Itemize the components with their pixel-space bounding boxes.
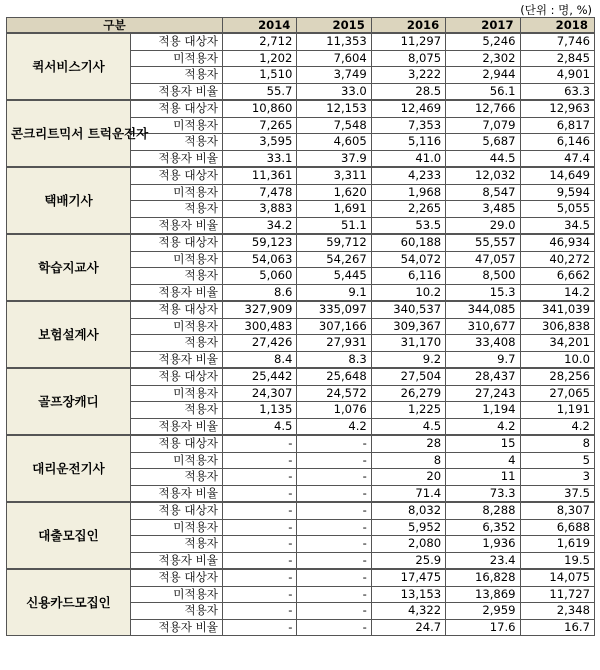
value-cell: 34.2: [223, 217, 297, 234]
row-label: 미적용자: [131, 184, 223, 201]
value-cell: 14.2: [520, 284, 594, 301]
value-cell: 26,279: [371, 385, 445, 402]
value-cell: 28,437: [446, 368, 520, 385]
value-cell: 2,712: [223, 33, 297, 50]
value-cell: 55,557: [446, 234, 520, 251]
value-cell: 33.0: [297, 83, 371, 100]
row-label: 적용 대상자: [131, 167, 223, 184]
row-label: 미적용자: [131, 519, 223, 536]
value-cell: -: [297, 435, 371, 452]
value-cell: 2,302: [446, 50, 520, 67]
value-cell: 1,691: [297, 201, 371, 218]
value-cell: 4: [446, 452, 520, 469]
value-cell: 25,442: [223, 368, 297, 385]
value-cell: 47,057: [446, 251, 520, 268]
value-cell: 1,968: [371, 184, 445, 201]
value-cell: -: [297, 586, 371, 603]
value-cell: -: [297, 519, 371, 536]
value-cell: 8.6: [223, 284, 297, 301]
value-cell: 6,688: [520, 519, 594, 536]
value-cell: 344,085: [446, 301, 520, 318]
row-label: 미적용자: [131, 251, 223, 268]
value-cell: 3,222: [371, 67, 445, 84]
value-cell: 8,288: [446, 502, 520, 519]
value-cell: -: [223, 569, 297, 586]
row-label: 미적용자: [131, 452, 223, 469]
value-cell: 27,426: [223, 335, 297, 352]
value-cell: 12,963: [520, 100, 594, 117]
category-cell: 콘크리트믹서 트럭운전자: [7, 100, 131, 167]
value-cell: 3,749: [297, 67, 371, 84]
value-cell: 1,194: [446, 402, 520, 419]
row-label: 적용자 비율: [131, 150, 223, 167]
row-label: 적용 대상자: [131, 100, 223, 117]
value-cell: 3: [520, 469, 594, 486]
value-cell: 28: [371, 435, 445, 452]
value-cell: 2,959: [446, 603, 520, 620]
value-cell: 44.5: [446, 150, 520, 167]
value-cell: 16.7: [520, 619, 594, 636]
row-label: 적용자: [131, 536, 223, 553]
value-cell: 31,170: [371, 335, 445, 352]
unit-label: (단위 : 명, %): [520, 3, 592, 17]
value-cell: -: [297, 569, 371, 586]
value-cell: 1,135: [223, 402, 297, 419]
value-cell: 9.1: [297, 284, 371, 301]
value-cell: 27,504: [371, 368, 445, 385]
value-cell: 7,746: [520, 33, 594, 50]
value-cell: -: [223, 469, 297, 486]
row-label: 적용자: [131, 134, 223, 151]
value-cell: -: [223, 485, 297, 502]
value-cell: 1,619: [520, 536, 594, 553]
value-cell: 41.0: [371, 150, 445, 167]
header-year: 2016: [371, 18, 445, 34]
row-label: 적용자: [131, 201, 223, 218]
value-cell: 307,166: [297, 318, 371, 335]
value-cell: 27,065: [520, 385, 594, 402]
value-cell: -: [297, 502, 371, 519]
header-year: 2017: [446, 18, 520, 34]
row-label: 적용 대상자: [131, 33, 223, 50]
value-cell: 53.5: [371, 217, 445, 234]
row-label: 적용자 비율: [131, 552, 223, 569]
value-cell: 11,727: [520, 586, 594, 603]
value-cell: 11,297: [371, 33, 445, 50]
value-cell: 59,712: [297, 234, 371, 251]
statistics-table: [6, 17, 595, 636]
value-cell: 29.0: [446, 217, 520, 234]
value-cell: 5,246: [446, 33, 520, 50]
category-cell: 대리운전기사: [7, 435, 131, 502]
value-cell: 8.4: [223, 351, 297, 368]
value-cell: 6,662: [520, 268, 594, 285]
row-label: 미적용자: [131, 50, 223, 67]
value-cell: 1,191: [520, 402, 594, 419]
row-label: 적용자: [131, 335, 223, 352]
value-cell: 341,039: [520, 301, 594, 318]
table-row: [7, 301, 595, 318]
value-cell: 7,548: [297, 117, 371, 134]
value-cell: 4,605: [297, 134, 371, 151]
category-cell: 신용카드모집인: [7, 569, 131, 636]
value-cell: 2,265: [371, 201, 445, 218]
value-cell: 8,500: [446, 268, 520, 285]
value-cell: 7,079: [446, 117, 520, 134]
value-cell: 2,080: [371, 536, 445, 553]
value-cell: 9.7: [446, 351, 520, 368]
value-cell: 11: [446, 469, 520, 486]
value-cell: 8,032: [371, 502, 445, 519]
value-cell: 1,076: [297, 402, 371, 419]
value-cell: 4,233: [371, 167, 445, 184]
value-cell: 19.5: [520, 552, 594, 569]
value-cell: 4.2: [446, 418, 520, 435]
row-label: 적용자 비율: [131, 217, 223, 234]
value-cell: 8.3: [297, 351, 371, 368]
row-label: 적용자 비율: [131, 418, 223, 435]
value-cell: 6,817: [520, 117, 594, 134]
value-cell: 4,901: [520, 67, 594, 84]
row-label: 적용자 비율: [131, 351, 223, 368]
value-cell: 309,367: [371, 318, 445, 335]
row-label: 적용자: [131, 402, 223, 419]
row-label: 미적용자: [131, 586, 223, 603]
value-cell: 33,408: [446, 335, 520, 352]
value-cell: -: [297, 552, 371, 569]
header-row: [7, 18, 595, 34]
value-cell: 9,594: [520, 184, 594, 201]
row-label: 적용 대상자: [131, 301, 223, 318]
value-cell: 1,202: [223, 50, 297, 67]
value-cell: 14,075: [520, 569, 594, 586]
value-cell: 73.3: [446, 485, 520, 502]
value-cell: 8: [520, 435, 594, 452]
value-cell: 12,032: [446, 167, 520, 184]
value-cell: 310,677: [446, 318, 520, 335]
value-cell: 10,860: [223, 100, 297, 117]
row-label: 적용자 비율: [131, 284, 223, 301]
row-label: 적용 대상자: [131, 502, 223, 519]
value-cell: 27,243: [446, 385, 520, 402]
value-cell: 34,201: [520, 335, 594, 352]
value-cell: 37.5: [520, 485, 594, 502]
value-cell: 9.2: [371, 351, 445, 368]
value-cell: 25.9: [371, 552, 445, 569]
value-cell: 34.5: [520, 217, 594, 234]
value-cell: 46,934: [520, 234, 594, 251]
value-cell: -: [223, 536, 297, 553]
value-cell: 14,649: [520, 167, 594, 184]
value-cell: 37.9: [297, 150, 371, 167]
category-cell: 대출모집인: [7, 502, 131, 569]
row-label: 적용자 비율: [131, 83, 223, 100]
value-cell: 12,469: [371, 100, 445, 117]
category-cell: 보험설계사: [7, 301, 131, 368]
value-cell: -: [297, 603, 371, 620]
value-cell: 3,311: [297, 167, 371, 184]
value-cell: 327,909: [223, 301, 297, 318]
value-cell: -: [223, 502, 297, 519]
value-cell: 28,256: [520, 368, 594, 385]
value-cell: 7,604: [297, 50, 371, 67]
value-cell: -: [223, 586, 297, 603]
value-cell: 340,537: [371, 301, 445, 318]
value-cell: 17,475: [371, 569, 445, 586]
row-label: 적용자: [131, 603, 223, 620]
value-cell: 1,620: [297, 184, 371, 201]
value-cell: 2,845: [520, 50, 594, 67]
value-cell: 5,055: [520, 201, 594, 218]
value-cell: 4.5: [371, 418, 445, 435]
table-row: [7, 33, 595, 50]
table-row: [7, 368, 595, 385]
table-row: [7, 569, 595, 586]
value-cell: 5,116: [371, 134, 445, 151]
value-cell: 4.5: [223, 418, 297, 435]
row-label: 적용자: [131, 268, 223, 285]
value-cell: 10.2: [371, 284, 445, 301]
value-cell: 13,869: [446, 586, 520, 603]
value-cell: 10.0: [520, 351, 594, 368]
value-cell: 2,348: [520, 603, 594, 620]
value-cell: -: [297, 452, 371, 469]
value-cell: 27,931: [297, 335, 371, 352]
value-cell: -: [297, 469, 371, 486]
value-cell: 56.1: [446, 83, 520, 100]
value-cell: 24,307: [223, 385, 297, 402]
value-cell: 5,952: [371, 519, 445, 536]
value-cell: 54,267: [297, 251, 371, 268]
category-cell: 퀵서비스기사: [7, 33, 131, 100]
row-label: 적용자 비율: [131, 485, 223, 502]
row-label: 적용 대상자: [131, 234, 223, 251]
value-cell: 1,225: [371, 402, 445, 419]
header-year: 2015: [297, 18, 371, 34]
row-label: 적용자: [131, 67, 223, 84]
value-cell: 5: [520, 452, 594, 469]
value-cell: -: [297, 485, 371, 502]
value-cell: 8,307: [520, 502, 594, 519]
value-cell: 47.4: [520, 150, 594, 167]
value-cell: 11,361: [223, 167, 297, 184]
value-cell: 15.3: [446, 284, 520, 301]
table-row: [7, 234, 595, 251]
value-cell: 1,936: [446, 536, 520, 553]
value-cell: 28.5: [371, 83, 445, 100]
row-label: 적용 대상자: [131, 569, 223, 586]
value-cell: 54,063: [223, 251, 297, 268]
value-cell: -: [223, 435, 297, 452]
category-cell: 학습지교사: [7, 234, 131, 301]
value-cell: 55.7: [223, 83, 297, 100]
value-cell: 20: [371, 469, 445, 486]
value-cell: 59,123: [223, 234, 297, 251]
value-cell: 24,572: [297, 385, 371, 402]
value-cell: 12,153: [297, 100, 371, 117]
value-cell: 8,547: [446, 184, 520, 201]
value-cell: 5,687: [446, 134, 520, 151]
value-cell: 54,072: [371, 251, 445, 268]
value-cell: 71.4: [371, 485, 445, 502]
value-cell: 51.1: [297, 217, 371, 234]
value-cell: 6,146: [520, 134, 594, 151]
category-cell: 골프장캐디: [7, 368, 131, 435]
value-cell: 7,265: [223, 117, 297, 134]
value-cell: 24.7: [371, 619, 445, 636]
value-cell: -: [223, 452, 297, 469]
value-cell: 4.2: [520, 418, 594, 435]
table-row: [7, 502, 595, 519]
value-cell: 6,116: [371, 268, 445, 285]
row-label: 적용 대상자: [131, 435, 223, 452]
value-cell: 63.3: [520, 83, 594, 100]
value-cell: -: [223, 603, 297, 620]
row-label: 적용자: [131, 469, 223, 486]
value-cell: 33.1: [223, 150, 297, 167]
header-category: 구분: [7, 18, 223, 34]
value-cell: 13,153: [371, 586, 445, 603]
value-cell: 60,188: [371, 234, 445, 251]
header-year: 2018: [520, 18, 594, 34]
value-cell: 300,483: [223, 318, 297, 335]
value-cell: 5,060: [223, 268, 297, 285]
value-cell: 1,510: [223, 67, 297, 84]
value-cell: 6,352: [446, 519, 520, 536]
value-cell: 4.2: [297, 418, 371, 435]
value-cell: 3,595: [223, 134, 297, 151]
category-cell: 택배기사: [7, 167, 131, 234]
value-cell: -: [297, 619, 371, 636]
value-cell: -: [223, 552, 297, 569]
value-cell: 306,838: [520, 318, 594, 335]
row-label: 미적용자: [131, 318, 223, 335]
value-cell: 23.4: [446, 552, 520, 569]
value-cell: -: [223, 619, 297, 636]
value-cell: 11,353: [297, 33, 371, 50]
value-cell: 4,322: [371, 603, 445, 620]
value-cell: 17.6: [446, 619, 520, 636]
value-cell: 2,944: [446, 67, 520, 84]
value-cell: 15: [446, 435, 520, 452]
value-cell: 3,883: [223, 201, 297, 218]
table-body: [7, 33, 595, 636]
value-cell: 40,272: [520, 251, 594, 268]
value-cell: 12,766: [446, 100, 520, 117]
value-cell: 8,075: [371, 50, 445, 67]
header-year: 2014: [223, 18, 297, 34]
table-row: [7, 167, 595, 184]
value-cell: 7,353: [371, 117, 445, 134]
value-cell: 335,097: [297, 301, 371, 318]
row-label: 적용 대상자: [131, 368, 223, 385]
row-label: 미적용자: [131, 385, 223, 402]
table-row: [7, 435, 595, 452]
value-cell: 16,828: [446, 569, 520, 586]
value-cell: 3,485: [446, 201, 520, 218]
row-label: 적용자 비율: [131, 619, 223, 636]
value-cell: -: [297, 536, 371, 553]
row-label: 미적용자: [131, 117, 223, 134]
table-row: [7, 100, 595, 117]
value-cell: 7,478: [223, 184, 297, 201]
value-cell: -: [223, 519, 297, 536]
value-cell: 8: [371, 452, 445, 469]
value-cell: 25,648: [297, 368, 371, 385]
value-cell: 5,445: [297, 268, 371, 285]
